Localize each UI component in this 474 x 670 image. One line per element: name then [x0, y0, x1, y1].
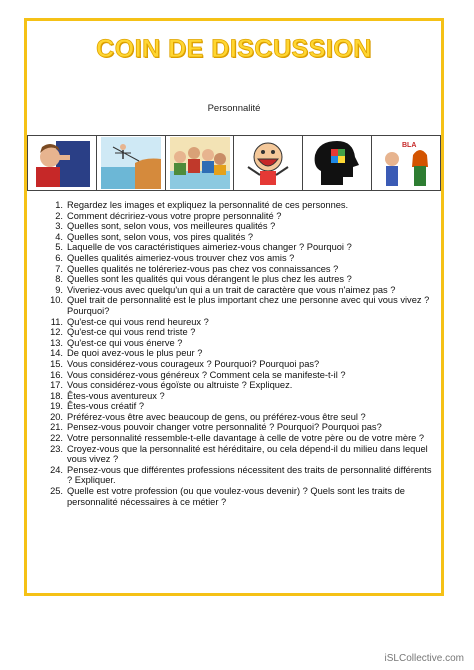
question-item [45, 412, 437, 423]
crowd-beach-icon [170, 137, 230, 189]
question-text: Vous considérez-vous généreux ? Comment cela se manifeste-t-il ? [67, 369, 346, 380]
question-item [45, 327, 437, 338]
question-item [45, 380, 437, 391]
question-item [45, 359, 437, 370]
question-text: Quelles sont, selon vous, vos meilleures qualités ? [67, 221, 276, 232]
question-number: 14. [50, 348, 63, 359]
worksheet-subtitle: Personnalité [207, 103, 261, 114]
question-number: 1. [55, 200, 63, 210]
question-text: Croyez-vous que la personnalité est héréditaire, ou cela dépend-il du milieu dans lequel vous vivez ? [67, 443, 428, 465]
question-item [45, 391, 437, 402]
question-text: Vous considérez-vous égoïste ou altruiste ? Expliquez. [67, 380, 293, 391]
question-text: Qu'est-ce qui vous énerve ? [67, 337, 183, 348]
question-text: De quoi avez-vous le plus peur ? [67, 348, 203, 359]
image-cell [166, 136, 235, 190]
angry-man-icon [32, 137, 92, 189]
question-item [45, 348, 437, 359]
question-number: 19. [50, 401, 63, 412]
image-strip [27, 135, 441, 191]
question-text: Pensez-vous pouvoir changer votre personnalité ? Pourquoi? Pourquoi pas? [67, 422, 382, 433]
question-item [45, 221, 437, 232]
question-text: Êtes-vous créatif ? [67, 401, 144, 412]
question-number: 20. [50, 411, 63, 422]
question-text: Comment décririez-vous votre propre personnalité ? [67, 210, 282, 221]
question-number: 16. [50, 369, 63, 380]
image-cell [234, 136, 303, 190]
question-number: 5. [55, 242, 63, 253]
question-text: Vous considérez-vous courageux ? Pourquoi? Pourquoi pas? [67, 358, 320, 369]
image-cell [97, 136, 166, 190]
cliff-balance-icon [101, 137, 161, 189]
laughing-cartoon-icon [238, 137, 298, 189]
question-text: Pensez-vous que différentes professions nécessitent des traits de personnalité différents ? Expliquer. [67, 464, 432, 486]
image-cell [303, 136, 372, 190]
worksheet-title: COIN DE DISCUSSION [96, 35, 372, 63]
question-item [45, 317, 437, 328]
question-number: 13. [50, 337, 63, 348]
arguing-couple-icon [376, 137, 436, 189]
question-text: Préférez-vous être avec beaucoup de gens, ou préférez-vous être seul ? [67, 411, 366, 422]
question-item [45, 274, 437, 285]
head-puzzle-icon [307, 137, 367, 189]
image-cell [372, 136, 440, 190]
question-item [45, 295, 437, 316]
question-text: Quel trait de personnalité est le plus important chez une personne avec qui vous vivez ? Pourquoi? [67, 295, 430, 316]
question-number: 11. [50, 316, 63, 327]
question-number: 8. [55, 274, 63, 285]
question-item [45, 232, 437, 243]
question-item [45, 433, 437, 444]
question-number: 3. [55, 221, 63, 232]
question-text: Votre personnalité ressemble-t-elle davantage à celle de votre père ou de votre mère ? [67, 433, 425, 444]
question-item [45, 253, 437, 264]
question-text: Êtes-vous aventureux ? [67, 390, 165, 401]
question-number: 10. [50, 295, 63, 306]
question-item [45, 465, 437, 486]
question-number: 24. [50, 464, 63, 475]
question-text: Qu'est-ce qui vous rend triste ? [67, 327, 196, 338]
question-text: Qu'est-ce qui vous rend heureux ? [67, 316, 209, 327]
question-item [45, 242, 437, 253]
question-item [45, 401, 437, 412]
question-number: 21. [50, 422, 63, 433]
question-text: Quelles qualités ne toléreriez-vous pas chez vos connaissances ? [67, 263, 339, 274]
question-item [45, 264, 437, 275]
question-text: Quelle est votre profession (ou que voulez-vous devenir) ? Quels sont les traits de personnalité nécessaires à ce métier ? [67, 486, 405, 507]
question-text: Quelles sont les qualités qui vous dérangent le plus chez les autres ? [67, 274, 352, 285]
question-item [45, 370, 437, 381]
worksheet-frame [24, 18, 444, 596]
question-number: 9. [55, 284, 63, 295]
question-item [45, 211, 437, 222]
question-number: 15. [50, 358, 63, 369]
footer-credit: iSLCollective.com [384, 653, 464, 664]
question-number: 23. [50, 443, 63, 454]
question-number: 22. [50, 433, 63, 444]
image-cell [28, 136, 97, 190]
question-item [45, 422, 437, 433]
question-item [45, 444, 437, 465]
question-item [45, 285, 437, 296]
question-text: Quelles sont, selon vous, vos pires qualités ? [67, 231, 254, 242]
question-item [45, 486, 437, 507]
question-text: Viveriez-vous avec quelqu'un qui a un trait de caractère que vous n'aimez pas ? [67, 284, 396, 295]
question-text: Regardez les images et expliquez la personnalité de ces personnes. [67, 200, 349, 210]
svg-text:BLA: BLA [402, 142, 417, 149]
question-number: 6. [55, 252, 63, 263]
question-number: 12. [50, 327, 63, 338]
question-number: 17. [50, 380, 63, 391]
question-number: 2. [55, 210, 63, 221]
question-number: 7. [55, 263, 63, 274]
question-text: Laquelle de vos caractéristiques aimeriez-vous changer ? Pourquoi ? [67, 242, 352, 253]
question-item [45, 200, 437, 211]
question-number: 4. [55, 231, 63, 242]
question-list [45, 200, 437, 507]
question-text: Quelles qualités aimeriez-vous trouver chez vos amis ? [67, 252, 295, 263]
question-number: 25. [50, 486, 63, 497]
question-item [45, 338, 437, 349]
question-number: 18. [50, 390, 63, 401]
